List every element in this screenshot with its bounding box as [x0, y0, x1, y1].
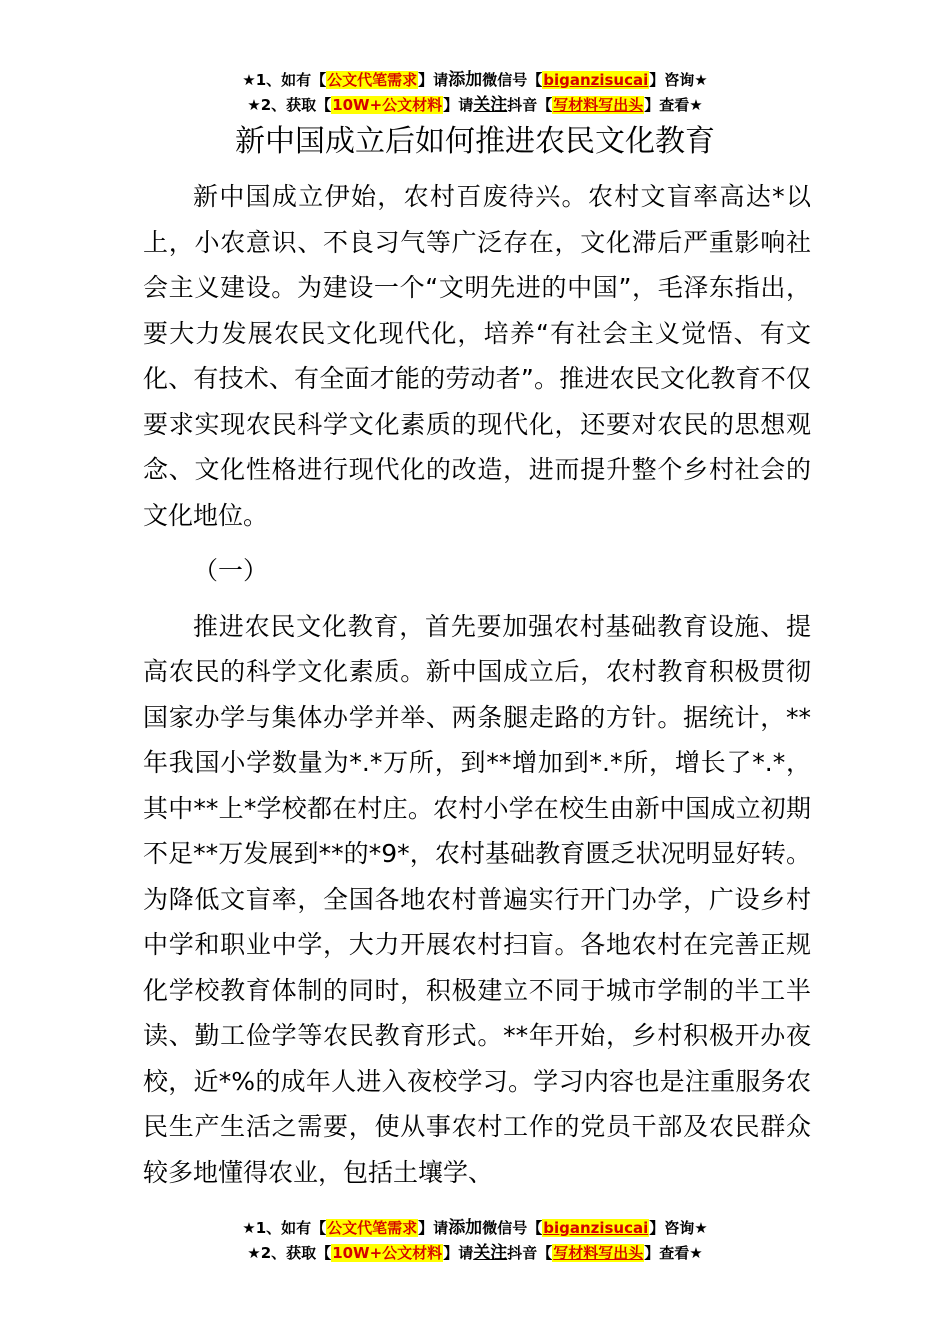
promo-line-2-suffix: 】查看★	[644, 96, 703, 114]
section-heading: （一）	[193, 556, 269, 585]
promo-line-1-suffix: 】咨询★	[649, 1219, 708, 1237]
promo-wechat-id[interactable]: biganzisucai	[543, 71, 649, 89]
promo-line-2-mid2: 抖音【	[507, 1244, 553, 1262]
document-body	[143, 174, 811, 1195]
promo-douyin-id[interactable]: 写材料写出头	[553, 1244, 644, 1262]
header-promo-banner	[0, 68, 950, 118]
body-paragraph: 新中国成立伊始，农村百废待兴。农村文盲率高达*以上，小农意识、不良习气等广泛存在，文化滞后严重影响社会主义建设。为建设一个“文明先进的中国”，毛泽东指出，要大力发展农民文化现代化，培养“有社会主义觉悟、有文化、有技术、有全面才能的劳动者”。推进农民文化教育不仅要求实现农民科学文化素质的现代化，还要对农民的思想观念、文化性格进行现代化的改造，进而提升整个乡村社会的文化地位。	[143, 182, 811, 530]
body-paragraph: 推进农民文化教育，首先要加强农村基础教育设施、提高农民的科学文化素质。新中国成立后，农村教育积极贯彻国家办学与集体办学并举、两条腿走路的方针。据统计，**年我国小学数量为*.*万所，到**增加到*.*所，增长了*.*，其中**上*学校都在村庄。农村小学在校生由新中国成立初期不足**万发展到**的*9*，农村基础教育匮乏状况明显好转。为降低文盲率，全国各地农村普遍实行开门办学，广设乡村中学和职业中学，大力开展农村扫盲。各地农村在完善正规化学校教育体制的同时，积极建立不同于城市学制的半工半读、勤工俭学等农民教育形式。**年开始，乡村积极开办夜校，近*%的成年人进入夜校学习。学习内容也是注重服务农民生产生活之需要，使从事农村工作的党员干部及农民群众较多地懂得农业，包括土壤学、	[143, 611, 811, 1187]
promo-line-1-mid2: 微信号【	[482, 71, 543, 89]
promo-line-1-emphasis: 添加	[448, 70, 483, 90]
promo-line-1-mid: 】请	[418, 71, 449, 89]
promo-line-1-mid: 】请	[418, 1219, 449, 1237]
promo-line-2-highlight: 10W+公文材料	[332, 96, 443, 114]
promo-line-1-emphasis: 添加	[448, 1218, 483, 1238]
promo-line-1-prefix: ★1、如有【	[242, 71, 327, 89]
promo-line-2-mid: 】请	[443, 96, 474, 114]
promo-line-1-prefix: ★1、如有【	[242, 1219, 327, 1237]
promo-line-2-mid2: 抖音【	[507, 96, 553, 114]
promo-line-2-emphasis: 关注	[473, 95, 508, 115]
promo-line-2	[0, 1241, 950, 1266]
footer-promo-banner	[0, 1216, 950, 1266]
promo-line-2-emphasis: 关注	[473, 1243, 508, 1263]
promo-line-2-suffix: 】查看★	[644, 1244, 703, 1262]
promo-line-2-prefix: ★2、获取【	[247, 1244, 332, 1262]
promo-line-1-suffix: 】咨询★	[649, 71, 708, 89]
promo-line-1-highlight: 公文代笔需求	[327, 1219, 418, 1237]
promo-line-2-prefix: ★2、获取【	[247, 96, 332, 114]
promo-line-1	[0, 1216, 950, 1241]
promo-wechat-id[interactable]: biganzisucai	[543, 1219, 649, 1237]
promo-line-1-mid2: 微信号【	[482, 1219, 543, 1237]
promo-line-2-mid: 】请	[443, 1244, 474, 1262]
document-title: 新中国成立后如何推进农民文化教育	[235, 124, 715, 159]
promo-line-1	[0, 68, 950, 93]
promo-line-1-highlight: 公文代笔需求	[327, 71, 418, 89]
promo-douyin-id[interactable]: 写材料写出头	[553, 96, 644, 114]
promo-line-2-highlight: 10W+公文材料	[332, 1244, 443, 1262]
promo-line-2	[0, 93, 950, 118]
